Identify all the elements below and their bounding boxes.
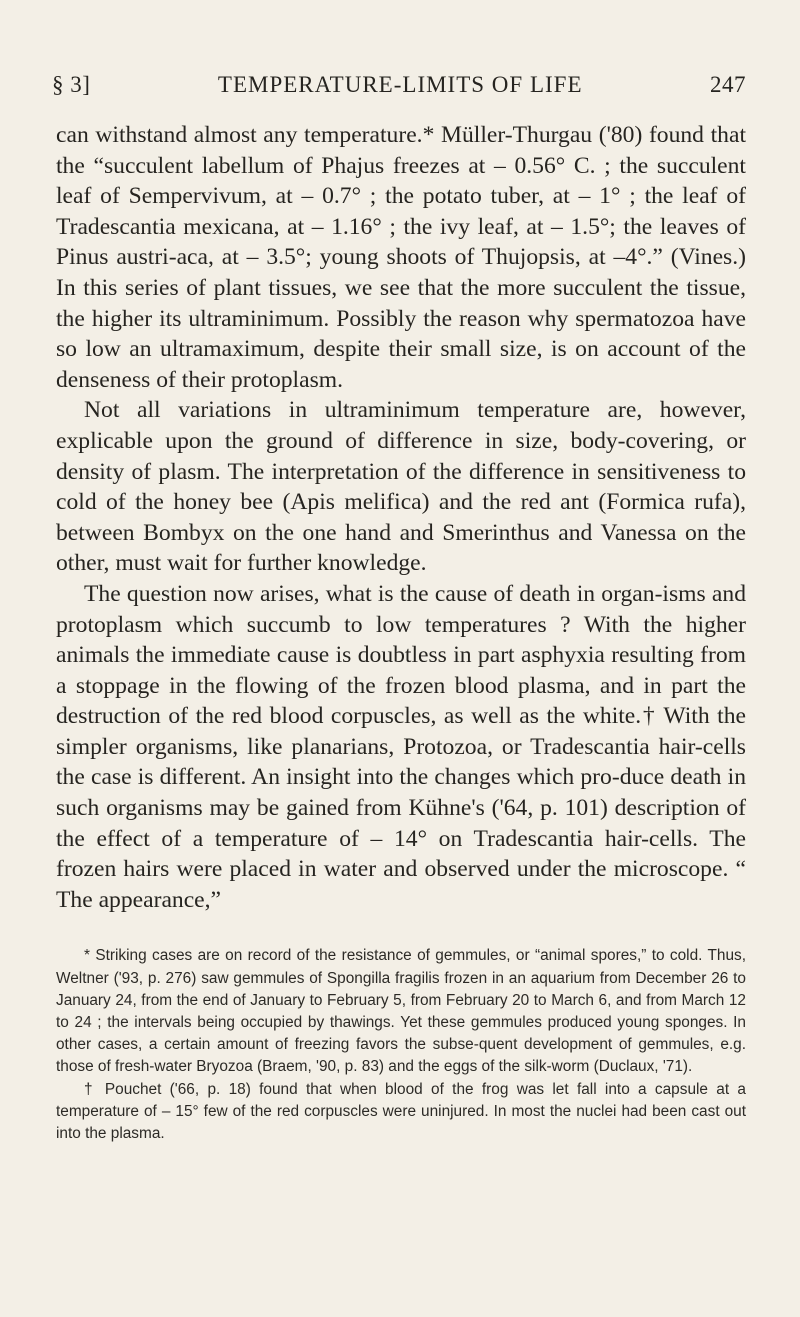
footnote-dagger: † Pouchet ('66, p. 18) found that when blood of the frog was let fall into a capsule at a temperature of – 15° few of the red corpuscles were uninjured. In most the nuclei had been cast out into the plasma. [56,1080,746,1143]
running-title: TEMPERATURE-LIMITS OF LIFE [217,72,583,97]
body-text [56,120,746,915]
footnotes [56,945,746,1145]
footnote-asterisk: * Striking cases are on record of the resistance of gemmules, or “animal spores,” to cold. Thus, Weltner ('93, p. 276) saw gemmules of Spongilla fragilis frozen in an aquarium from December 26 to January 24, from the end of January to February 5, from February 20 to March 6, and from March 12 to 24 ; the intervals being occupied by thawings. Yet these gemmules produced young sponges. In other cases, a certain amount of freezing favors the subse-quent development of gemmules, e.g. those of fresh-water Bryozoa (Braem, '90, p. 83) and the eggs of the silk-worm (Duclaux, '71). [56,947,746,1076]
book-page [52,72,746,1145]
running-header [52,72,746,98]
paragraph-2: Not all variations in ultraminimum temperature are, however, explicable upon the ground of difference in size, body-covering, or density of plasm. The interpretation of the difference in sensitiveness to cold of the honey bee (Apis melifica) and the red ant (Formica rufa), between Bombyx on the one hand and Smerinthus and Vanessa on the other, must wait for further knowledge. [56,397,746,577]
section-marker: § 3] [52,72,91,97]
paragraph-3: The question now arises, what is the cause of death in organ-isms and protoplasm which succumb to low temperatures ? With the higher animals the immediate cause is doubtless in part asphyxia resulting from a stoppage in the flowing of the frozen blood plasma, and in part the destruction of the red blood corpuscles, as well as the white.† With the simpler organisms, like planarians, Protozoa, or Tradescantia hair-cells the case is different. An insight into the changes which pro-duce death in such organisms may be gained from Kühne's ('64, p. 101) description of the effect of a temperature of – 14° on Tradescantia hair-cells. The frozen hairs were placed in water and observed under the microscope. “ The appearance,” [56,580,746,913]
paragraph-1: can withstand almost any temperature.* Müller-Thurgau ('80) found that the “succulent labellum of Phajus freezes at – 0.56° C. ; the succulent leaf of Sempervivum, at – 0.7° ; the potato tuber, at – 1° ; the leaf of Tradescantia mexicana, at – 1.16° ; the ivy leaf, at – 1.5°; the leaves of Pinus austri-aca, at – 3.5°; young shoots of Thujopsis, at –4°.” (Vines.) In this series of plant tissues, we see that the more succulent the tissue, the higher its ultraminimum. Possibly the reason why spermatozoa have so low an ultramaximum, despite their small size, is on account of the denseness of their protoplasm. [56,122,746,393]
page-number: 247 [709,72,746,97]
